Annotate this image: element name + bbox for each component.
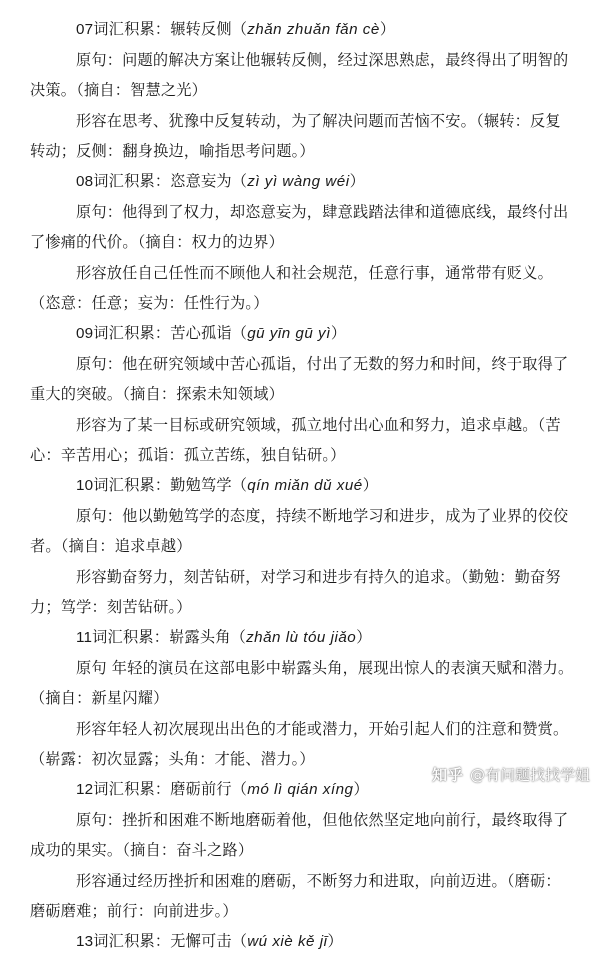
entry-explanation: 形容年轻人初次展现出出色的才能或潜力，开始引起人们的注意和赞赏。（崭露：初次显露；头角：才能、潜力。）: [30, 719, 569, 768]
entry-number: 13: [76, 933, 94, 951]
entry-heading-label: 词汇积累：: [93, 20, 171, 38]
entry-sentence: 原句：他得到了权力，却恣意妄为，肆意践踏法律和道德底线，最终付出了惨痛的代价。（摘自：权力的边界）: [30, 203, 569, 252]
entry-sentence: 原句：问题的解决方案让他辗转反侧，经过深思熟虑，最终得出了明智的决策。（摘自：智慧之光）: [30, 51, 569, 100]
entry-heading-label: 词汇积累：: [93, 780, 171, 799]
watermark: [432, 764, 590, 785]
vocab-entry: [30, 470, 576, 622]
entry-heading: 08词汇积累：恣意妄为（zì yì wàng wéi）: [76, 172, 365, 191]
vocab-entry: [30, 166, 576, 318]
entry-pinyin: wú xiè kě jī: [247, 933, 328, 951]
entry-heading: 11词汇积累：崭露头角（zhǎn lù tóu jiǎo）: [76, 628, 372, 647]
entry-heading-label: 词汇积累：: [93, 172, 171, 191]
entry-number: 10: [76, 477, 94, 495]
entry-heading: 07词汇积累：辗转反侧（zhǎn zhuǎn fǎn cè）: [76, 20, 396, 38]
entry-sentence: 原句：挫折和困难不断地磨砺着他，但他依然坚定地向前行，最终取得了成功的果实。（摘自：奋斗之路）: [30, 811, 569, 860]
entry-word: 勤勉笃学: [170, 476, 232, 495]
entry-number: 11: [76, 629, 93, 647]
entry-heading: 12词汇积累：磨砺前行（mó lì qián xíng）: [76, 780, 369, 799]
vocab-entry: [30, 14, 576, 166]
entry-sentence: 原句 年轻的演员在这部电影中崭露头角，展现出惊人的表演天赋和潜力。（摘自：新星闪耀）: [30, 659, 574, 708]
entry-heading: 13词汇积累：无懈可击（wú xiè kě jī）: [76, 932, 343, 951]
entry-heading: 09词汇积累：苦心孤诣（gū yīn gū yì）: [76, 324, 347, 343]
vocab-entry: [30, 318, 576, 470]
entry-pinyin: zhǎn lù tóu jiǎo: [246, 629, 357, 647]
entry-explanation: 形容放任自己任性而不顾他人和社会规范，任意行事，通常带有贬义。（恣意：任意；妄为：任性行为。）: [30, 263, 554, 312]
entry-pinyin: zhǎn zhuǎn fǎn cè: [247, 21, 380, 38]
entry-pinyin: mó lì qián xíng: [247, 781, 354, 799]
entry-heading-label: 词汇积累：: [93, 932, 171, 951]
entry-heading-label: 词汇积累：: [93, 324, 171, 343]
entry-explanation: 形容为了某一目标或研究领域，孤立地付出心血和努力，追求卓越。（苦心：辛苦用心；孤诣：孤立苦练，独自钻研。）: [30, 415, 561, 464]
entry-word: 无懈可击: [170, 932, 232, 951]
entry-heading: 10词汇积累：勤勉笃学（qín miǎn dǔ xué）: [76, 476, 379, 495]
entry-pinyin: gū yīn gū yì: [247, 325, 331, 343]
entry-sentence: 原句：他在研究领域中苦心孤诣，付出了无数的努力和时间，终于取得了重大的突破。（摘自：探索未知领域）: [30, 355, 569, 404]
vocab-entry: [30, 622, 576, 774]
entry-number: 08: [76, 173, 94, 191]
entry-word: 苦心孤诣: [170, 324, 232, 343]
entry-explanation: 形容勤奋努力，刻苦钻研，对学习和进步有持久的追求。（勤勉：勤奋努力；笃学：刻苦钻研。）: [30, 567, 561, 616]
entry-explanation: 形容通过经历挫折和困难的磨砺，不断努力和进取，向前迈进。（磨砺：磨砺磨难；前行：向前进步。）: [30, 871, 561, 920]
entry-number: 12: [76, 781, 94, 799]
entry-pinyin: qín miǎn dǔ xué: [247, 477, 363, 495]
entry-sentence: 原句：他以勤勉笃学的态度，持续不断地学习和进步，成为了业界的佼佼者。（摘自：追求卓越）: [30, 507, 569, 556]
entry-explanation: 形容在思考、犹豫中反复转动，为了解决问题而苦恼不安。（辗转：反复转动；反侧：翻身换边，喻指思考问题。）: [30, 111, 561, 160]
entry-number: 09: [76, 325, 94, 343]
entry-heading-label: 词汇积累：: [92, 628, 170, 647]
entry-word: 恣意妄为: [170, 172, 232, 191]
watermark-handle: @有问题找找学姐: [469, 766, 590, 784]
entry-word: 崭露头角: [169, 628, 231, 647]
vocab-entry: [30, 774, 576, 926]
watermark-brand: 知乎: [431, 766, 464, 784]
entry-pinyin: zì yì wàng wéi: [247, 173, 350, 191]
entry-heading-label: 词汇积累：: [93, 476, 171, 495]
vocab-entry: [30, 926, 576, 957]
entry-number: 07: [76, 21, 94, 38]
entry-word: 辗转反侧: [170, 20, 232, 38]
entry-word: 磨砺前行: [170, 780, 232, 799]
